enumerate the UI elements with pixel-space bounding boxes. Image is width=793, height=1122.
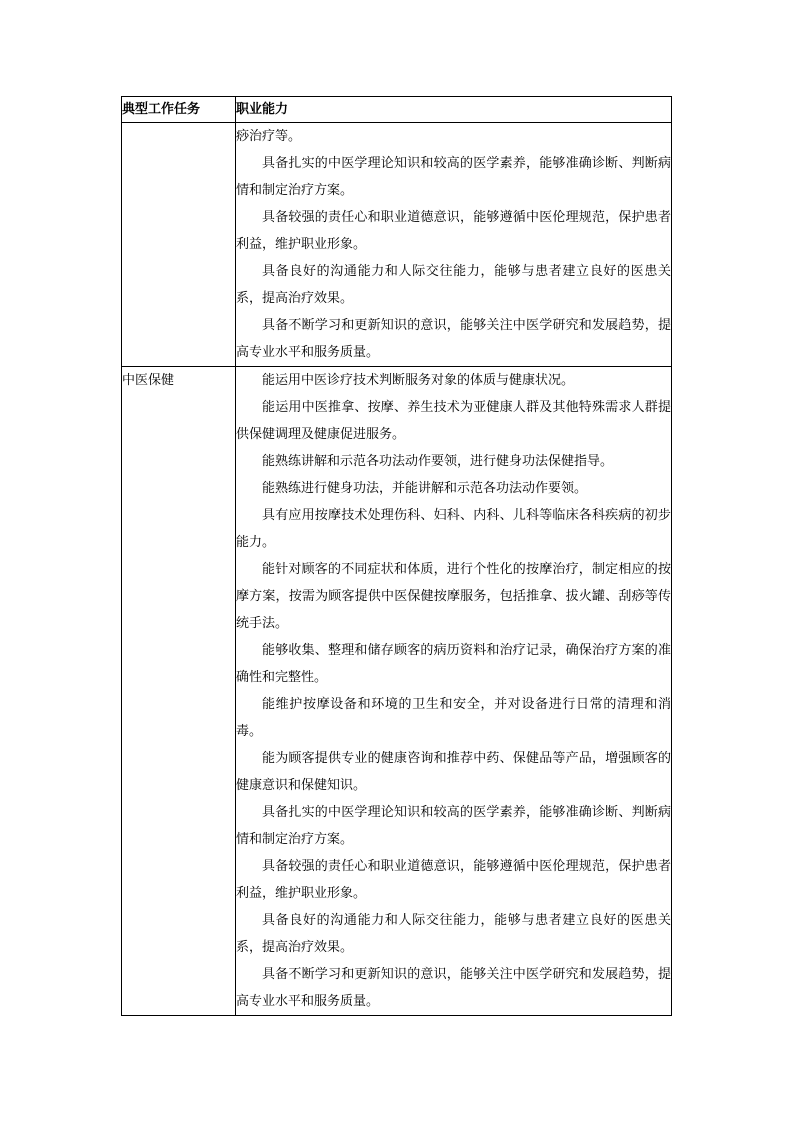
ability-paragraph: 能维护按摩设备和环境的卫生和安全，并对设备进行日常的清理和消毒。 bbox=[236, 697, 671, 739]
ability-paragraph: 具有应用按摩技术处理伤科、妇科、内科、儿科等临床各科疾病的初步能力。 bbox=[236, 508, 671, 550]
ability-paragraph: 痧治疗等。 bbox=[236, 129, 302, 144]
ability-paragraph: 具备扎实的中医学理论知识和较高的医学素养，能够准确诊断、判断病情和制定治疗方案。 bbox=[236, 805, 671, 847]
ability-paragraph: 能够收集、整理和储存顾客的病历资料和治疗记录，确保治疗方案的准确性和完整性。 bbox=[236, 643, 671, 685]
ability-paragraph: 具备不断学习和更新知识的意识，能够关注中医学研究和发展趋势，提高专业水平和服务质量。 bbox=[236, 318, 671, 360]
ability-paragraph: 具备良好的沟通能力和人际交往能力，能够与患者建立良好的医患关系，提高治疗效果。 bbox=[236, 264, 671, 306]
ability-paragraph: 能熟练进行健身功法，并能讲解和示范各功法动作要领。 bbox=[262, 481, 588, 496]
ability-paragraph: 具备扎实的中医学理论知识和较高的医学素养，能够准确诊断、判断病情和制定治疗方案。 bbox=[236, 156, 671, 198]
ability-paragraph: 具备良好的沟通能力和人际交往能力，能够与患者建立良好的医患关系，提高治疗效果。 bbox=[236, 913, 671, 955]
ability-paragraph: 具备不断学习和更新知识的意识，能够关注中医学研究和发展趋势，提高专业水平和服务质量。 bbox=[236, 967, 671, 1009]
task-cell bbox=[122, 123, 236, 367]
header-ability: 职业能力 bbox=[236, 97, 672, 123]
ability-paragraph: 能针对顾客的不同症状和体质，进行个性化的按摩治疗，制定相应的按摩方案，按需为顾客提供中医保健按摩服务，包括推拿、拔火罐、刮痧等传统手法。 bbox=[236, 562, 671, 631]
competency-table bbox=[121, 96, 672, 1016]
table-row bbox=[122, 367, 672, 1016]
task-cell: 中医保健 bbox=[122, 367, 236, 1016]
table-header-row bbox=[122, 97, 672, 123]
ability-paragraph: 能熟练讲解和示范各功法动作要领，进行健身功法保健指导。 bbox=[262, 454, 614, 469]
ability-paragraph: 能运用中医诊疗技术判断服务对象的体质与健康状况。 bbox=[262, 373, 575, 388]
ability-paragraph: 能为顾客提供专业的健康咨询和推荐中药、保健品等产品，增强顾客的健康意识和保健知识。 bbox=[236, 751, 671, 793]
table-row bbox=[122, 123, 672, 367]
ability-paragraph: 具备较强的责任心和职业道德意识，能够遵循中医伦理规范，保护患者利益，维护职业形象。 bbox=[236, 859, 671, 901]
ability-cell bbox=[236, 123, 672, 367]
ability-cell bbox=[236, 367, 672, 1016]
header-task: 典型工作任务 bbox=[122, 97, 236, 123]
ability-paragraph: 具备较强的责任心和职业道德意识，能够遵循中医伦理规范，保护患者利益，维护职业形象。 bbox=[236, 210, 671, 252]
ability-paragraph: 能运用中医推拿、按摩、养生技术为亚健康人群及其他特殊需求人群提供保健调理及健康促进服务。 bbox=[236, 400, 671, 442]
